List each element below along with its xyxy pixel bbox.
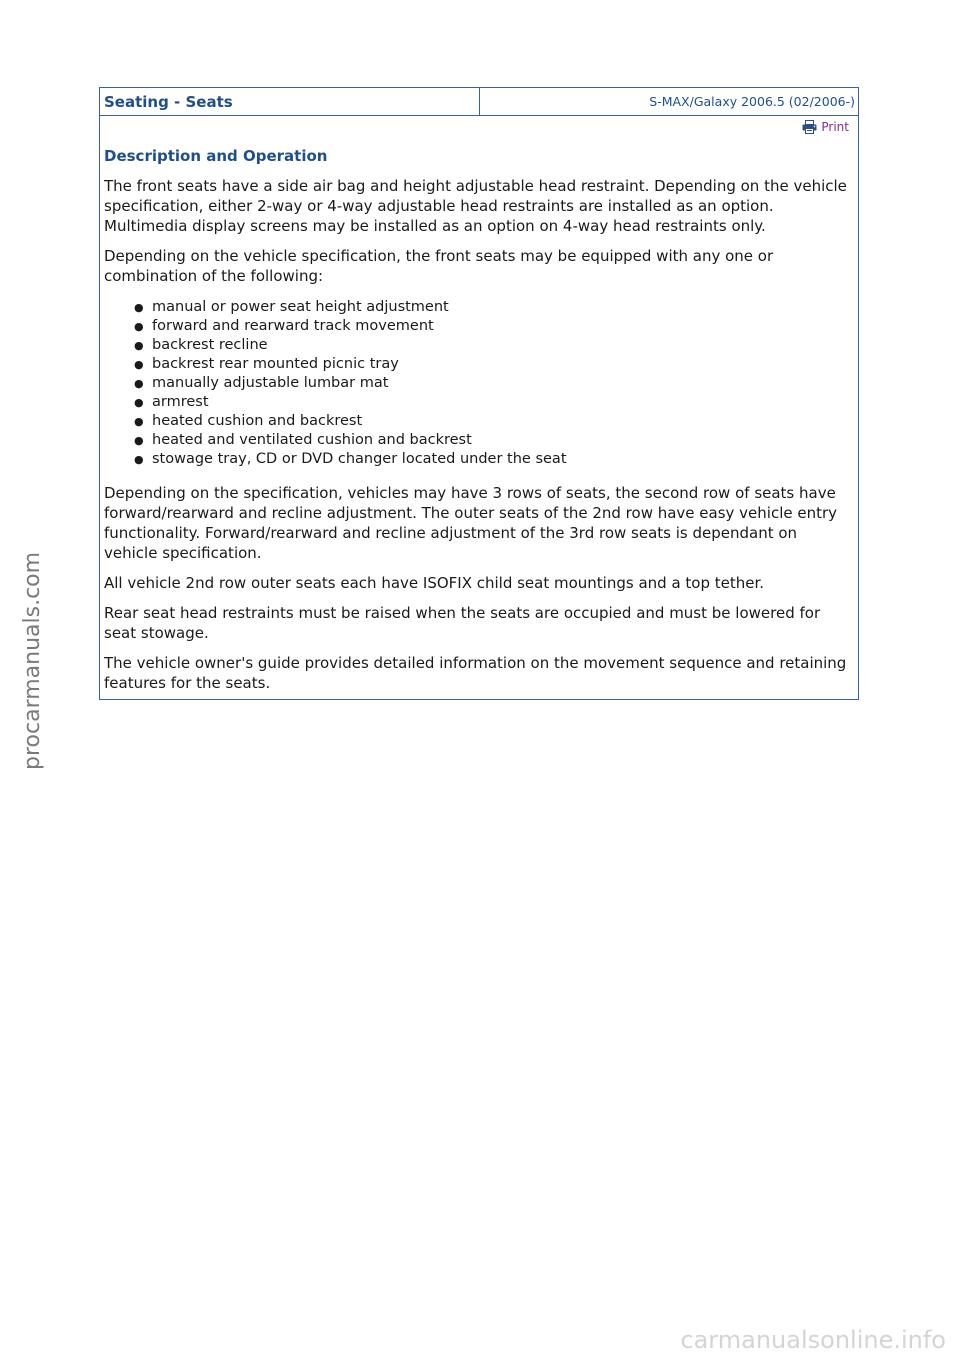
spacer (104, 469, 851, 473)
document-frame (99, 87, 859, 700)
isofix-paragraph: All vehicle 2nd row outer seats each have ISOFIX child seat mountings and a top tether. (104, 574, 765, 592)
list-item: ● stowage tray, CD or DVD changer located under the seat (134, 450, 851, 469)
print-button[interactable] (802, 120, 849, 134)
print-row (104, 120, 851, 138)
list-item: ● armrest (134, 393, 851, 412)
list-item: ● backrest recline (134, 336, 851, 355)
restraints-paragraph: Rear seat head restraints must be raised when the seats are occupied and must be lowered for seat stowage. (104, 604, 821, 642)
list-item: ● forward and rearward track movement (134, 317, 851, 336)
list-item: ● heated cushion and backrest (134, 412, 851, 431)
page-title: Seating - Seats (100, 88, 480, 115)
printer-icon (802, 120, 817, 134)
list-intro-paragraph: Depending on the vehicle specification, the front seats may be equipped with any one or combination of the following: (104, 247, 774, 285)
feature-list (104, 298, 851, 469)
list-item: ● manually adjustable lumbar mat (134, 374, 851, 393)
side-watermark: procarmanuals.com (20, 551, 45, 770)
header-row (100, 88, 858, 116)
bottom-watermark: carmanualsonline.info (680, 1326, 946, 1354)
intro-paragraph: The front seats have a side air bag and height adjustable head restraint. Depending on the vehicle specification, either 2-way or 4-way adjustable head restraints are installed as an option. Multimedia display screens may be installed as an option on 4-way head restraints only. (104, 177, 847, 235)
rows-paragraph: Depending on the specification, vehicles may have 3 rows of seats, the second row of seats have forward/rearward and recline adjustment. The outer seats of the 2nd row have easy vehicle entry functionality. Forward/rearward and recline adjustment of the 3rd row seats is dependant on vehicle specification. (104, 484, 838, 562)
content-area (100, 116, 858, 699)
guide-paragraph: The vehicle owner's guide provides detailed information on the movement sequence and retaining features for the seats. (104, 654, 847, 692)
section-title: Description and Operation (104, 147, 328, 165)
print-label: Print (821, 120, 849, 134)
list-item: ● manual or power seat height adjustment (134, 298, 851, 317)
list-item: ● heated and ventilated cushion and backrest (134, 431, 851, 450)
model-label: S-MAX/Galaxy 2006.5 (02/2006-) (649, 94, 855, 109)
list-item: ● backrest rear mounted picnic tray (134, 355, 851, 374)
